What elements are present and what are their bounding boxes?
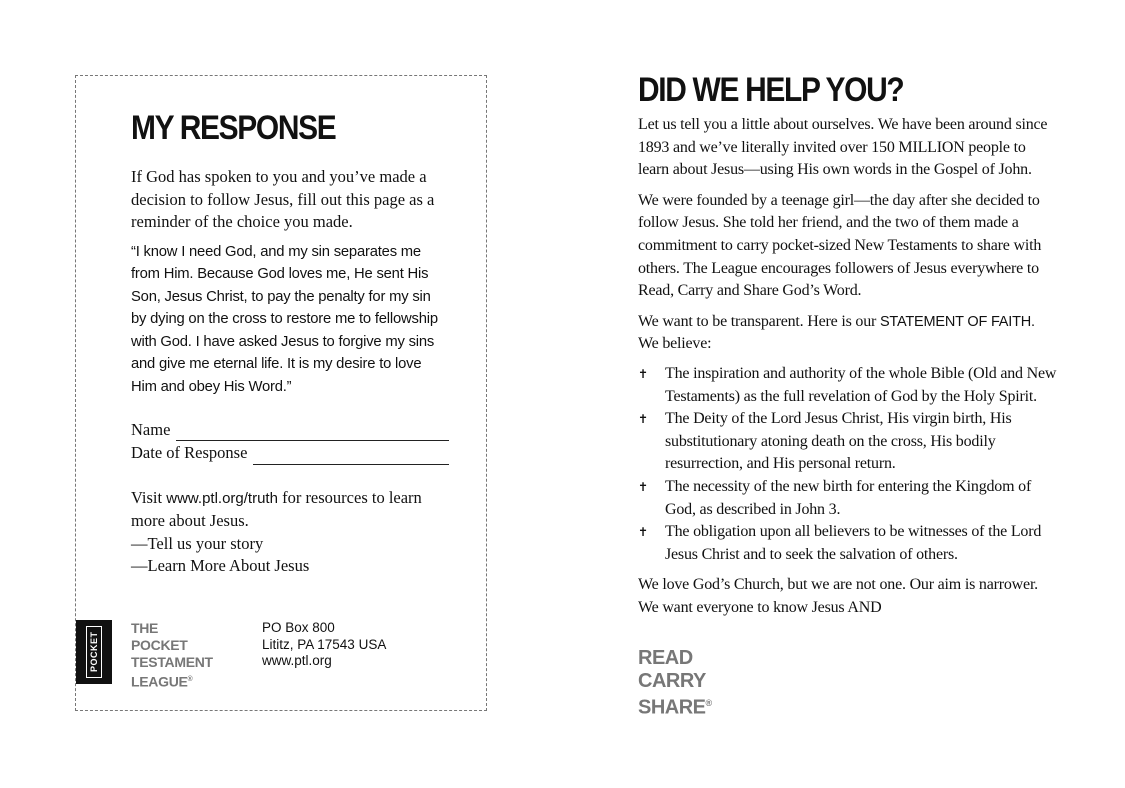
about-paragraph-2: We were founded by a teenage girl—the day after she decided to follow Jesus. She told her friend, and the two of them made a commitment to carry pocket-sized New Testaments to share with others. The League encourages followers of Jesus everywhere to Read, Carry and Share God’s Word. [638,191,1042,300]
tagline [638,647,1058,719]
league-line: THE [131,620,159,636]
league-name [131,620,213,691]
about-section [638,68,1058,720]
list-item: ✝ The obligation upon all believers to be witnesses of the Lord Jesus Christ and to seek the salvation of others. [638,521,1058,566]
tell-story-link[interactable]: —Tell us your story [131,533,264,553]
cross-icon: ✝ [638,525,648,540]
tagline-read: READ [638,647,693,670]
tagline-carry: CARRY [638,669,706,692]
registered-mark: ® [705,698,712,709]
list-item: ✝ The inspiration and authority of the whole Bible (Old and New Testaments) as the full revelation of God by the Holy Spirit. [638,363,1058,408]
visit-text [131,487,449,533]
name-field-row [131,419,449,442]
response-card [75,75,487,711]
faith-intro: We want to be transparent. Here is our STATEMENT OF FAITH. [638,312,1035,330]
about-paragraph-1: Let us tell you a little about ourselves. We have been around since 1893 and we’ve literally invited over 150 MILLION people to learn about Jesus—using His own words in the Gospel of John. [638,116,1048,179]
about-paragraph-4: We love God’s Church, but we are not one. Our aim is narrower. We want everyone to know Jesus AND [638,576,1038,616]
tagline-share: SHARE® [638,697,712,720]
list-item: ✝ The necessity of the new birth for entering the Kingdom of God, as described in John 3. [638,476,1058,521]
address-line: PO Box 800 [262,620,335,635]
cross-icon: ✝ [638,479,648,494]
list-item: ✝ The Deity of the Lord Jesus Christ, His virgin birth, His substitutionary atoning death on the cross, His bodily resurrection, and His personal return. [638,408,1058,476]
league-line: TESTAMENT [131,654,213,670]
response-title: MY RESPONSE [131,109,336,147]
response-content [131,106,449,578]
mailing-address [262,620,386,670]
date-field-row [131,442,449,465]
name-label: Name [131,419,171,439]
statement-of-faith: STATEMENT OF FAITH. [879,313,1035,330]
website-link[interactable]: www.ptl.org [262,653,332,668]
cross-icon: ✝ [638,366,648,381]
we-believe: We believe: [638,335,712,353]
prayer-quote: “I know I need God, and my sin separates me from Him. Because God loves me, He sent His Son, Jesus Christ, to pay the penalty for my sin by dying on the cross to restore me to fellowship with God. I have asked Jesus to forgive my sins and give me eternal life. It is my desire to love Him and obey His Word.” [131,243,438,396]
date-label: Date of Response [131,443,248,463]
visit-suffix: for resources to learn more about Jesus. [131,487,422,531]
learn-more-link[interactable]: —Learn More About Jesus [131,556,310,576]
response-intro: If God has spoken to you and you’ve made a decision to follow Jesus, fill out this page as a reminder of the choice you made. [131,167,435,231]
name-field[interactable] [176,422,449,441]
league-footer [76,620,476,690]
beliefs-list [638,363,1058,566]
about-title: DID WE HELP YOU? [638,71,904,109]
date-field[interactable] [253,446,449,465]
cross-icon: ✝ [638,412,648,427]
visit-url-link[interactable]: www.ptl.org/truth [166,489,278,507]
visit-prefix: Visit [131,487,163,507]
league-line: LEAGUE® [131,673,193,690]
address-line: Lititz, PA 17543 USA [262,636,387,652]
registered-mark: ® [187,676,193,683]
pocket-logo-text: POCKET [86,626,102,678]
league-line: POCKET [131,637,188,653]
pocket-logo [76,620,112,684]
